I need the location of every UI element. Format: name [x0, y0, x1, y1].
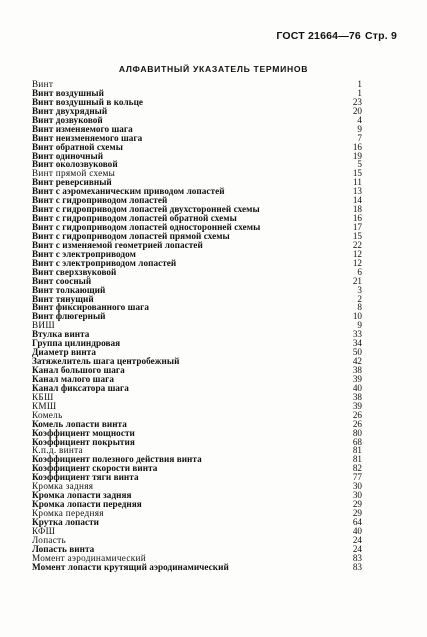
index-page-number: 16	[352, 141, 362, 152]
index-page-number: 17	[352, 222, 362, 232]
index-page-number: 23	[352, 96, 362, 107]
index-page-number: 64	[352, 516, 362, 527]
index-page-number: 34	[352, 338, 362, 349]
term-index-list	[32, 80, 362, 572]
index-page-number: 29	[352, 508, 362, 518]
index-title: АЛФАВИТНЫЙ УКАЗАТЕЛЬ ТЕРМИНОВ	[118, 64, 309, 74]
index-page-number: 12	[352, 248, 362, 259]
index-term: Коэффициент покрытия	[32, 436, 135, 447]
index-page-number: 2	[357, 293, 362, 304]
index-term: Винт с аэромеханическим приводом лопастей	[32, 186, 225, 197]
index-term: К.п.д. винта	[32, 445, 83, 456]
index-term: Коэффициент скорости винта	[32, 463, 158, 474]
index-term: Диаметр винта	[32, 347, 96, 358]
index-term: Винт изменяемого шага	[32, 123, 133, 134]
index-term: Комель	[32, 409, 63, 420]
index-page-number: 81	[352, 454, 362, 465]
index-page-number: 81	[352, 445, 362, 456]
index-page-number: 6	[357, 266, 362, 277]
index-page-number: 42	[352, 356, 362, 367]
index-page-number: 15	[352, 230, 362, 241]
index-term: Винт дозвуковой	[32, 114, 103, 125]
index-term: Канал большого шага	[32, 365, 125, 375]
page-header	[276, 30, 397, 42]
index-page-number: 9	[357, 123, 362, 134]
index-term: Кромка лопасти задняя	[32, 490, 132, 501]
index-term: Винт с гидроприводом лопастей односторонней схемы	[32, 222, 261, 232]
index-term: Группа цилиндровая	[32, 338, 121, 349]
index-term: ВИШ	[32, 320, 55, 331]
index-page-number: 82	[352, 463, 362, 474]
index-term: Коэффициент полезного действия винта	[32, 454, 202, 465]
index-page-number: 33	[352, 329, 362, 340]
index-term: Винт соосный	[32, 275, 92, 286]
index-page-number: 12	[352, 257, 362, 268]
index-term: Затяжелитель шага центробежный	[32, 356, 180, 367]
index-entry	[32, 563, 362, 572]
index-term: Кромка задняя	[32, 481, 94, 492]
index-page-number: 4	[357, 114, 362, 125]
index-term: Винт флюгерный	[32, 311, 106, 322]
index-page-number: 22	[352, 239, 362, 250]
index-term: Винт неизменяемого шага	[32, 132, 143, 143]
index-page-number: 24	[352, 534, 362, 545]
index-term: Винт двухрядный	[32, 105, 108, 116]
index-term: Винт околозвуковой	[32, 159, 118, 170]
index-term: Винт одиночный	[32, 150, 104, 161]
index-term: Момент аэродинамический	[32, 552, 146, 563]
index-page-number: 10	[352, 311, 362, 322]
index-page-number: 68	[352, 436, 362, 447]
index-entry	[32, 312, 362, 321]
index-page-number: 3	[357, 284, 362, 295]
index-page-number: 15	[352, 168, 362, 179]
page-number-label: Стр. 9	[364, 30, 397, 42]
index-entry	[32, 527, 362, 536]
index-term: Винт с гидроприводом лопастей обратной схемы	[32, 213, 237, 224]
index-entry	[32, 393, 362, 402]
index-page-number: 77	[352, 472, 362, 483]
index-term: Винт прямой схемы	[32, 168, 116, 179]
index-term: Втулка винта	[32, 329, 90, 340]
index-page-number: 30	[352, 490, 362, 501]
index-term: Винт тянущий	[32, 293, 94, 304]
index-page-number: 50	[352, 347, 362, 358]
index-term: Кромка передняя	[32, 508, 104, 518]
index-page-number: 26	[352, 409, 362, 420]
index-term: Винт с гидроприводом лопастей двухсторонней схемы	[32, 204, 260, 215]
index-term: Комель лопасти винта	[32, 418, 127, 429]
index-page-number: 18	[352, 204, 362, 215]
index-term: Винт воздушный в кольце	[32, 96, 144, 107]
index-term: Винт толкающий	[32, 284, 106, 295]
index-page-number: 83	[352, 561, 362, 572]
index-term: Канал фиксатора шага	[32, 382, 129, 393]
index-term: Винт с электроприводом	[32, 248, 136, 259]
index-page-number: 9	[357, 320, 362, 331]
index-page-number: 83	[352, 552, 362, 563]
index-page-number: 39	[352, 373, 362, 384]
index-entry	[32, 384, 362, 393]
index-page-number: 24	[352, 543, 362, 554]
index-page-number: 16	[352, 213, 362, 224]
index-page-number: 40	[352, 525, 362, 536]
index-term: Винт воздушный	[32, 87, 105, 98]
index-page-number: 40	[352, 382, 362, 393]
index-term: Винт реверсивный	[32, 177, 112, 188]
index-term: Момент лопасти крутящий аэродинамический	[32, 561, 229, 572]
index-term: Винт с гидроприводом лопастей	[32, 195, 168, 206]
index-page-number: 39	[352, 400, 362, 411]
index-page-number: 13	[352, 186, 362, 197]
index-page-number: 1	[357, 87, 362, 98]
index-term: Винт сверхзвуковой	[32, 266, 117, 277]
index-term: Лопасть винта	[32, 543, 95, 554]
index-page-number: 1	[357, 79, 362, 89]
index-term: Винт с гидроприводом лопастей прямой схемы	[32, 230, 230, 241]
index-entry	[32, 402, 362, 411]
index-page-number: 11	[353, 177, 362, 188]
index-term: Коэффициент тяги винта	[32, 472, 139, 483]
index-term: Винт обратной схемы	[32, 141, 123, 152]
index-page-number: 20	[352, 105, 362, 116]
index-page-number: 14	[352, 195, 362, 206]
index-page-number: 80	[352, 427, 362, 438]
index-term: Винт с электроприводом лопастей	[32, 257, 177, 268]
index-entry	[32, 518, 362, 527]
index-term: Коэффициент мощности	[32, 427, 135, 438]
index-term: КФШ	[32, 525, 56, 536]
index-term: Винт с изменяемой геометрией лопастей	[32, 239, 203, 250]
index-term: Кромка лопасти передняя	[32, 499, 142, 510]
index-term: Канал малого шага	[32, 373, 114, 384]
index-page-number: 5	[357, 159, 362, 170]
index-term: Крутка лопасти	[32, 516, 100, 527]
index-term: Лопасть	[32, 534, 66, 545]
index-term: КМШ	[32, 400, 57, 411]
index-term: Винт фиксированного шага	[32, 302, 149, 313]
index-page-number: 7	[357, 132, 362, 143]
index-page-number: 19	[352, 150, 362, 161]
index-page-number: 38	[352, 365, 362, 375]
index-page-number: 30	[352, 481, 362, 492]
index-term: КБШ	[32, 391, 54, 402]
index-term: Винт	[32, 79, 54, 89]
standard-number: ГОСТ 21664—76	[276, 30, 361, 42]
index-page-number: 21	[352, 275, 362, 286]
index-page-number: 26	[352, 418, 362, 429]
index-page-number: 38	[352, 391, 362, 402]
index-page-number: 8	[357, 302, 362, 313]
index-page-number: 29	[352, 499, 362, 510]
